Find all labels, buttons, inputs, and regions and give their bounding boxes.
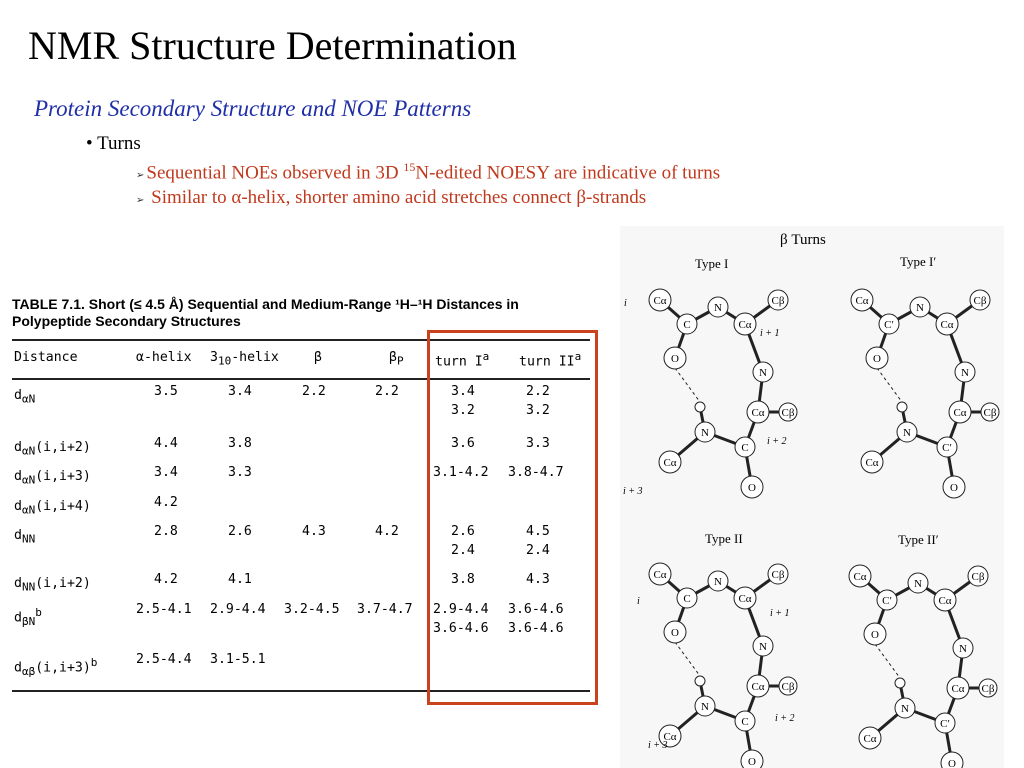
atom-label: O [871,629,879,641]
hydrogen-atom [897,402,907,412]
table-cell: 3.6 [451,436,475,451]
atom-label: O [948,758,956,768]
residue-label: i + 2 [767,436,787,447]
atom-label: Cα [751,407,765,419]
beta-turns-heading: β Turns [780,232,826,248]
row-label: $d_{\beta N}^b$ [14,606,42,629]
table-cell: 2.8 [154,524,178,539]
table-cell: 3.3 [228,465,252,480]
residue-label: i + 1 [760,328,780,339]
table-cell: 3.2-4.5 [284,602,340,617]
table-cell: 2.2 [526,384,550,399]
atom-label: N [714,302,722,314]
atom-label: N [759,641,767,653]
atom-label: Cβ [771,295,785,307]
table-cell: 3.6-4.6 [508,602,564,617]
atom-label: O [748,756,756,768]
table-cell: 3.8 [228,436,252,451]
atom-label: O [748,482,756,494]
table-cell: 4.3 [302,524,326,539]
atom-label: Cα [751,681,765,693]
atom-label: N [901,703,909,715]
slide-title: NMR Structure Determination [28,23,517,68]
atom-label: Cβ [781,407,795,419]
bullet-turns-label: Turns [97,133,141,154]
residue-label: i + 3 [623,486,643,497]
subbullet-2-text: Similar to α-helix, shorter amino acid stretches connect β-strands [151,187,647,208]
atom-label: Cα [865,457,879,469]
type-ii-prime-label: Type II′ [898,532,939,547]
atom-label: N [903,427,911,439]
atom-label: O [873,353,881,365]
table-cell: 3.6-4.6 [508,621,564,636]
row-label: $d_{NN}$ [14,528,36,546]
table-cell: 2.4 [526,543,550,558]
slide-subtitle: Protein Secondary Structure and NOE Patterns [34,96,472,121]
table-cell: 3.4 [154,465,178,480]
subbullet-2 [136,187,646,209]
hydrogen-bond [877,368,902,402]
header-beta-p: $\beta_P$ [389,350,404,368]
table-cell: 3.5 [154,384,178,399]
hydrogen-atom [695,676,705,686]
atom-label: Cα [853,571,867,583]
atom-label: Cβ [971,571,985,583]
row-label: $d_{\alpha N}$ [14,388,36,406]
residue-label: i [624,298,627,309]
atom-label: N [701,701,709,713]
atom-label: Cα [940,319,954,331]
table-cell: 3.1-4.2 [433,465,489,480]
type-i-prime-label: Type I′ [900,254,937,269]
table-cell: 4.2 [154,572,178,587]
atom-label: Cβ [983,407,997,419]
table-cell: 2.2 [375,384,399,399]
hydrogen-atom [695,402,705,412]
table-cell: 3.8-4.7 [508,465,564,480]
table-cell: 3.8 [451,572,475,587]
atom-label: Cα [855,295,869,307]
atom-label: C [741,716,749,728]
table-caption [12,296,592,330]
atom-label: N [914,578,922,590]
header-turn-i: turn $I^a$ [435,350,490,370]
table-cell: 3.4 [451,384,475,399]
type-ii-label: Type II [705,531,743,546]
atom-label: Cβ [781,681,795,693]
row-label: $d_{\alpha N}(i,i+3)$ [14,469,91,487]
atom-label: O [671,353,679,365]
atom-label: C′ [884,319,894,331]
subbullet-1-text-a: Sequential NOEs observed in 3D [146,162,404,184]
table-caption-line1: TABLE 7.1. Short (≤ 4.5 Å) Sequential and Medium-Range ¹H–¹H Distances in [12,296,519,312]
table-cell: 2.9-4.4 [433,602,489,617]
residue-label: i + 3 [648,740,668,751]
table-cell: 4.2 [154,495,178,510]
atom-label: N [961,367,969,379]
arrow-bullet-icon: ➢ [136,170,145,182]
table-cell: 3.2 [526,403,550,418]
atom-label: C′ [882,595,892,607]
table-cell: 2.5-4.4 [136,652,192,667]
table-caption-line2: Polypeptide Secondary Structures [12,313,241,329]
residue-label: i [637,596,640,607]
subbullet-1 [136,160,720,184]
atom-label: N [916,302,924,314]
atom-label: N [959,643,967,655]
row-label: $d_{\alpha N}(i,i+4)$ [14,499,91,517]
table-cell: 4.2 [375,524,399,539]
atom-label: Cα [653,569,667,581]
atom-label: Cα [738,319,752,331]
table-cell: 2.9-4.4 [210,602,266,617]
header-beta: β [314,350,322,365]
atom-label: C [683,593,691,605]
table-cell: 4.1 [228,572,252,587]
atom-label: Cα [653,295,667,307]
row-label: $d_{\alpha N}(i,i+2)$ [14,440,91,458]
atom-label: Cβ [973,295,987,307]
arrow-bullet-icon: ➢ [136,195,145,206]
atom-label: N [701,427,709,439]
header-distance: Distance [14,350,78,365]
atom-label: Cα [938,595,952,607]
hydrogen-atom [895,678,905,688]
table-cell: 2.5-4.1 [136,602,192,617]
residue-label: i + 2 [775,713,795,724]
table-cell: 3.2 [451,403,475,418]
hydrogen-bond [875,644,900,678]
atom-label: Cα [953,407,967,419]
type-i-label: Type I [695,256,729,271]
table-cell: 4.5 [526,524,550,539]
beta-turn-structures [620,226,1004,768]
table-cell: 2.6 [451,524,475,539]
table-cell: 3.7-4.7 [357,602,413,617]
hydrogen-bond [675,368,700,402]
table-cell: 3.6-4.6 [433,621,489,636]
subbullet-1-sup: 15 [403,160,416,174]
atom-label: C [683,319,691,331]
atom-label: C′ [940,718,950,730]
atom-label: Cα [863,733,877,745]
header-turn-ii: turn $II^a$ [519,350,582,370]
atom-label: N [759,367,767,379]
table-cell: 4.3 [526,572,550,587]
beta-turn-diagrams [620,226,1004,768]
atom-label: Cβ [771,569,785,581]
header-alpha-helix: α-helix [136,350,192,365]
atom-label: Cα [663,731,677,743]
table-cell: 3.1-5.1 [210,652,266,667]
header-310-helix: $3_{10}$-helix [210,350,279,368]
atom-label: Cα [738,593,752,605]
row-label: $d_{\alpha\beta}(i,i+3)^b$ [14,656,98,679]
atom-label: N [714,576,722,588]
table-cell: 3.3 [526,436,550,451]
turn-columns-highlight [427,330,598,705]
table-cell: 2.2 [302,384,326,399]
residue-label: i + 1 [770,608,790,619]
table-cell: 2.4 [451,543,475,558]
atom-label: C [741,442,749,454]
row-label: $d_{NN}(i,i+2)$ [14,576,91,594]
atom-label: O [950,482,958,494]
atom-label: Cβ [981,683,995,695]
hydrogen-bond [675,642,700,676]
table-cell: 3.4 [228,384,252,399]
atom-label: C′ [942,442,952,454]
bullet-turns: • Turns [86,133,141,154]
distance-table [12,296,592,679]
subbullet-1-text-b: N-edited NOESY are indicative of turns [415,162,721,184]
table-cell: 4.4 [154,436,178,451]
atom-label: Cα [663,457,677,469]
table-cell: 2.6 [228,524,252,539]
atom-label: Cα [951,683,965,695]
atom-label: O [671,627,679,639]
